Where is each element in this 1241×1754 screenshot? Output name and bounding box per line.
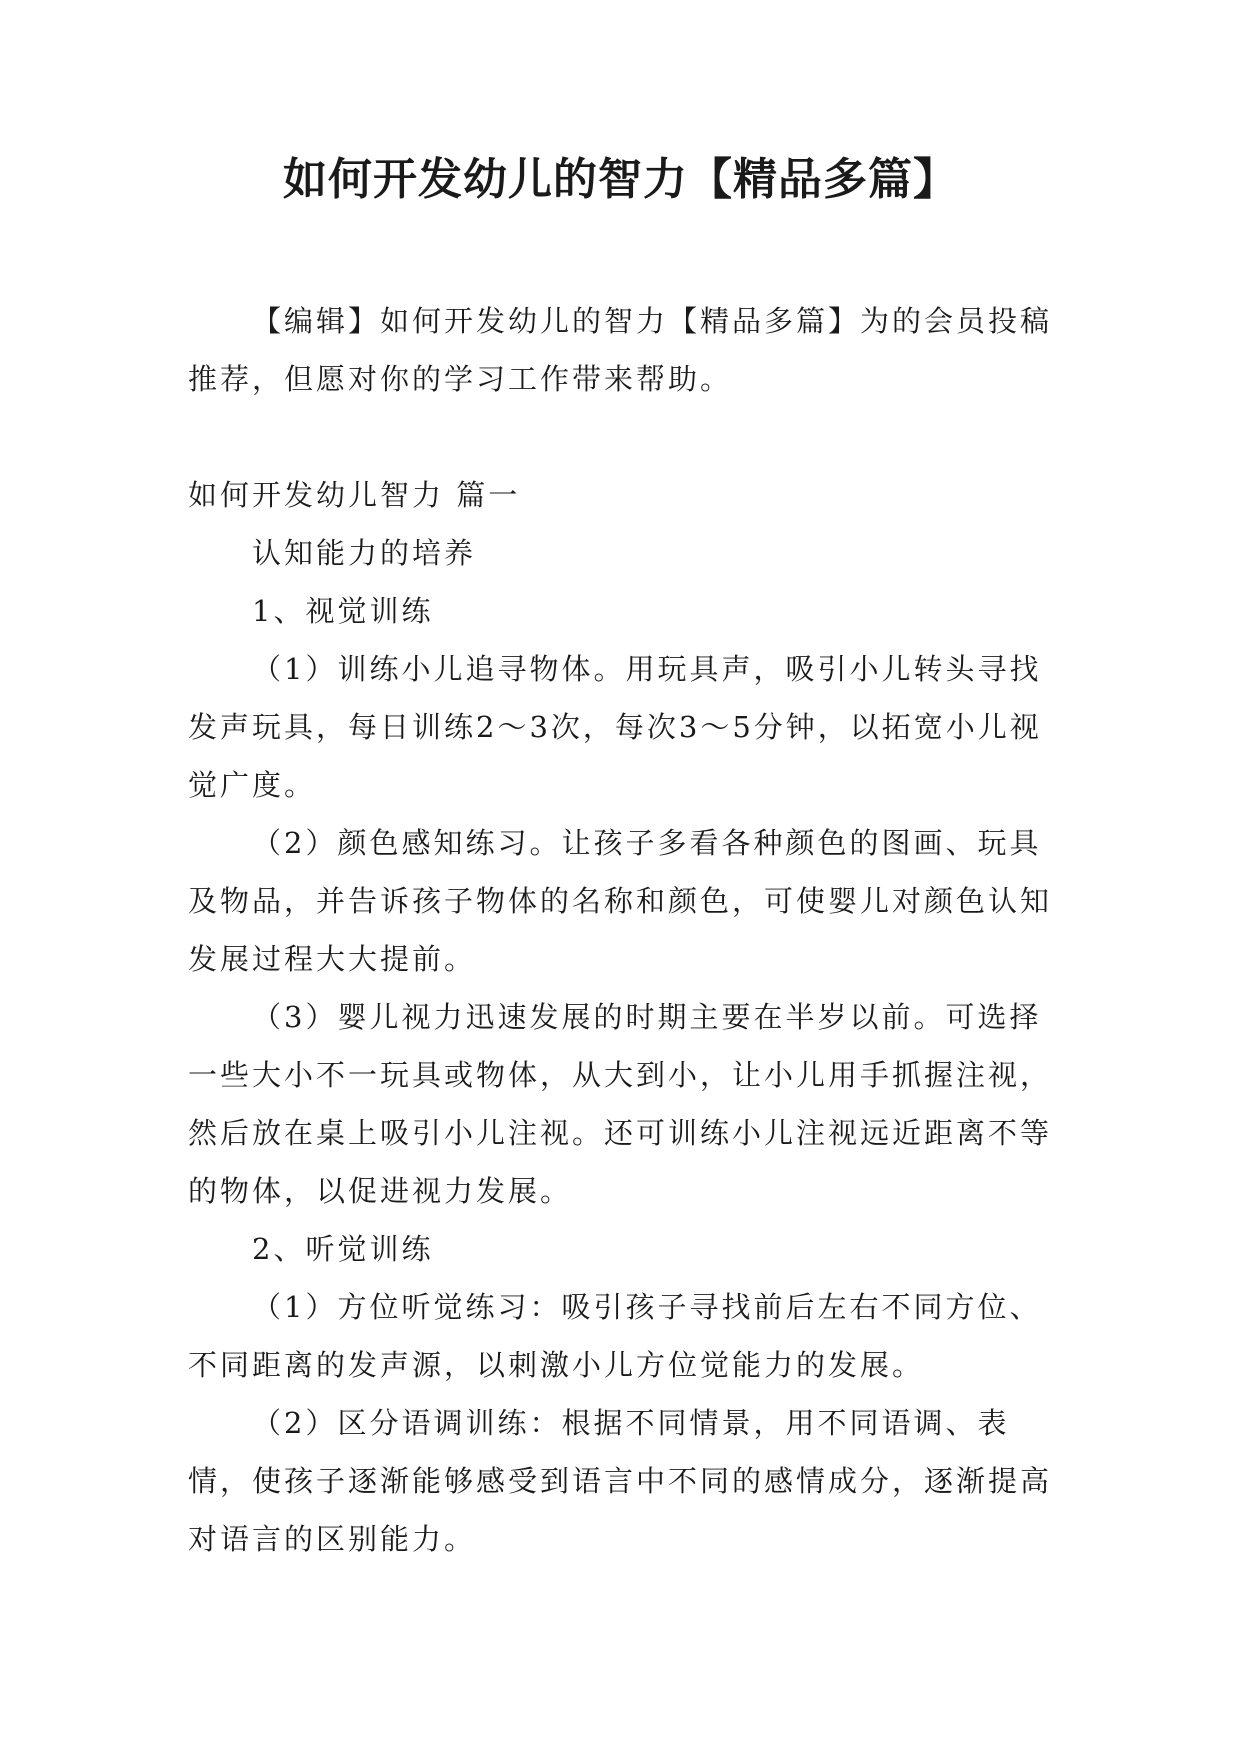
paragraph-visual-3: （3）婴儿视力迅速发展的时期主要在半岁以前。可选择一些大小不一玩具或物体，从大到小，让小儿用手抓握注视，然后放在桌上吸引小儿注视。还可训练小儿注视远近距离不等的物体，以促进视力发展。 (188, 1000, 1053, 1208)
paragraph-visual-1: （1）训练小儿追寻物体。用玩具声，吸引小儿转头寻找发声玩具，每日训练2～3次，每次3～5分钟，以拓宽小儿视觉广度。 (188, 652, 1042, 802)
paragraph-visual-2: （2）颜色感知练习。让孩子多看各种颜色的图画、玩具及物品，并告诉孩子物体的名称和颜色，可使婴儿对颜色认知发展过程大大提前。 (188, 826, 1053, 976)
document-body (188, 292, 1058, 1568)
document-title: 如何开发幼儿的智力【精品多篇】 (283, 154, 958, 205)
paragraph-auditory-1: （1）方位听觉练习：吸引孩子寻找前后左右不同方位、不同距离的发声源，以刺激小儿方位觉能力的发展。 (188, 1290, 1042, 1382)
paragraph-auditory-training-heading: 2、听觉训练 (252, 1232, 434, 1266)
intro-paragraph: 【编辑】如何开发幼儿的智力【精品多篇】为的会员投稿推荐，但愿对你的学习工作带来帮助。 (188, 304, 1053, 396)
paragraph-auditory-2: （2）区分语调训练：根据不同情景，用不同语调、表情，使孩子逐渐能够感受到语言中不同的感情成分，逐渐提高对语言的区别能力。 (188, 1406, 1053, 1556)
paragraph-cognitive-ability: 认知能力的培养 (252, 536, 477, 570)
paragraph-visual-training-heading: 1、视觉训练 (252, 594, 434, 628)
section-heading: 如何开发幼儿智力 篇一 (188, 478, 521, 512)
